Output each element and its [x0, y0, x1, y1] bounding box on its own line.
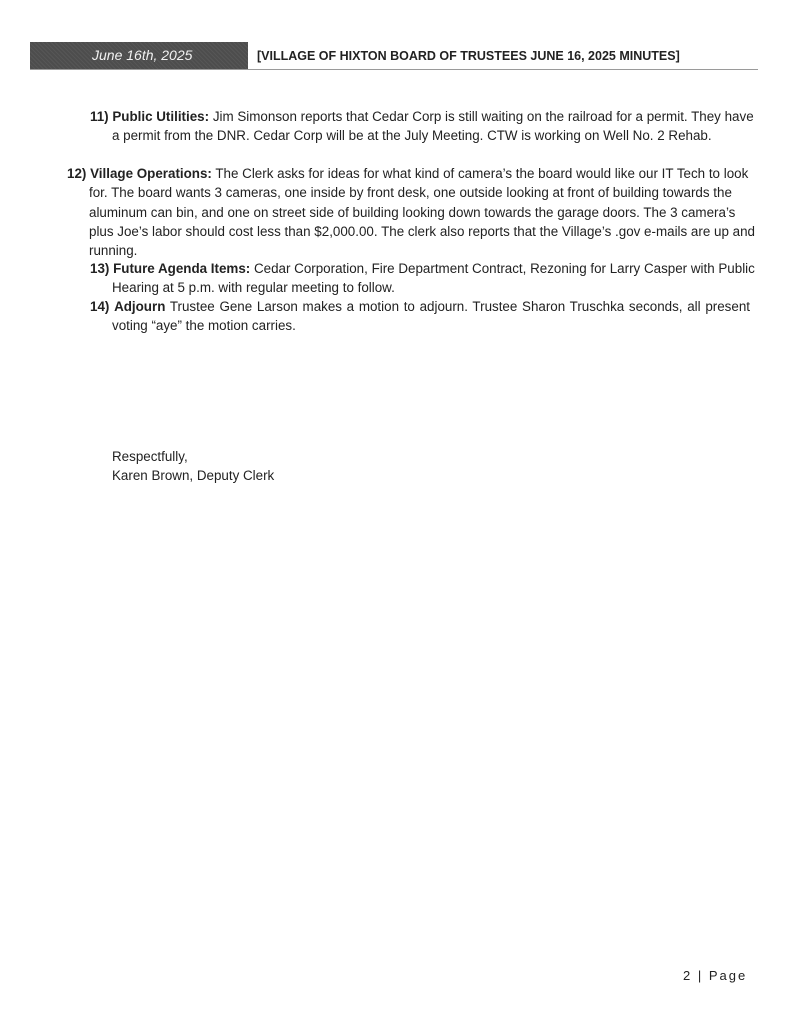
item-text: The Clerk asks for ideas for what kind of camera’s the board would like our IT Tech to look for. The board wants 3 cameras, one inside by front desk, one outside looking at front of building towards the aluminum can bin, and one on street side of building looking down towards the garage doors. The 3 camera’s plus Joe’s labor should cost less than $2,000.00. The clerk also reports that the Village’s .gov e-mails are up and running. — [89, 166, 755, 259]
item-label: Village Operations: — [90, 166, 212, 181]
header-date: June 16th, 2025 — [30, 42, 248, 69]
agenda-item-future-agenda — [90, 259, 758, 298]
item-text: Trustee Gene Larson makes a motion to adjourn. Trustee Sharon Truschka seconds, all present voting “aye” the motion carries. — [112, 299, 750, 334]
item-number: 13) — [90, 261, 110, 276]
signature-name: Karen Brown, Deputy Clerk — [112, 468, 275, 483]
item-number: 14) — [90, 299, 110, 314]
item-text: Cedar Corporation, Fire Department Contract, Rezoning for Larry Casper with Public Hearing at 5 p.m. with regular meeting to follow. — [112, 261, 755, 296]
agenda-item-public-utilities — [90, 107, 758, 146]
item-label: Adjourn — [114, 299, 166, 314]
signature-closing: Respectfully, — [112, 449, 188, 464]
page-header — [30, 42, 758, 70]
item-label: Public Utilities: — [112, 109, 210, 124]
header-title: [VILLAGE OF HIXTON BOARD OF TRUSTEES JUNE 16, 2025 MINUTES] — [257, 49, 680, 63]
agenda-item-adjourn — [90, 297, 750, 336]
page-number: 2 | Page — [683, 968, 748, 983]
item-number: 12) — [67, 166, 87, 181]
item-text: Jim Simonson reports that Cedar Corp is still waiting on the railroad for a permit. They have a permit from the DNR. Cedar Corp will be at the July Meeting. CTW is working on Well No. 2 Rehab. — [112, 109, 754, 144]
item-number: 11) — [90, 109, 109, 124]
item-label: Future Agenda Items: — [113, 261, 251, 276]
agenda-item-village-operations — [67, 164, 758, 260]
